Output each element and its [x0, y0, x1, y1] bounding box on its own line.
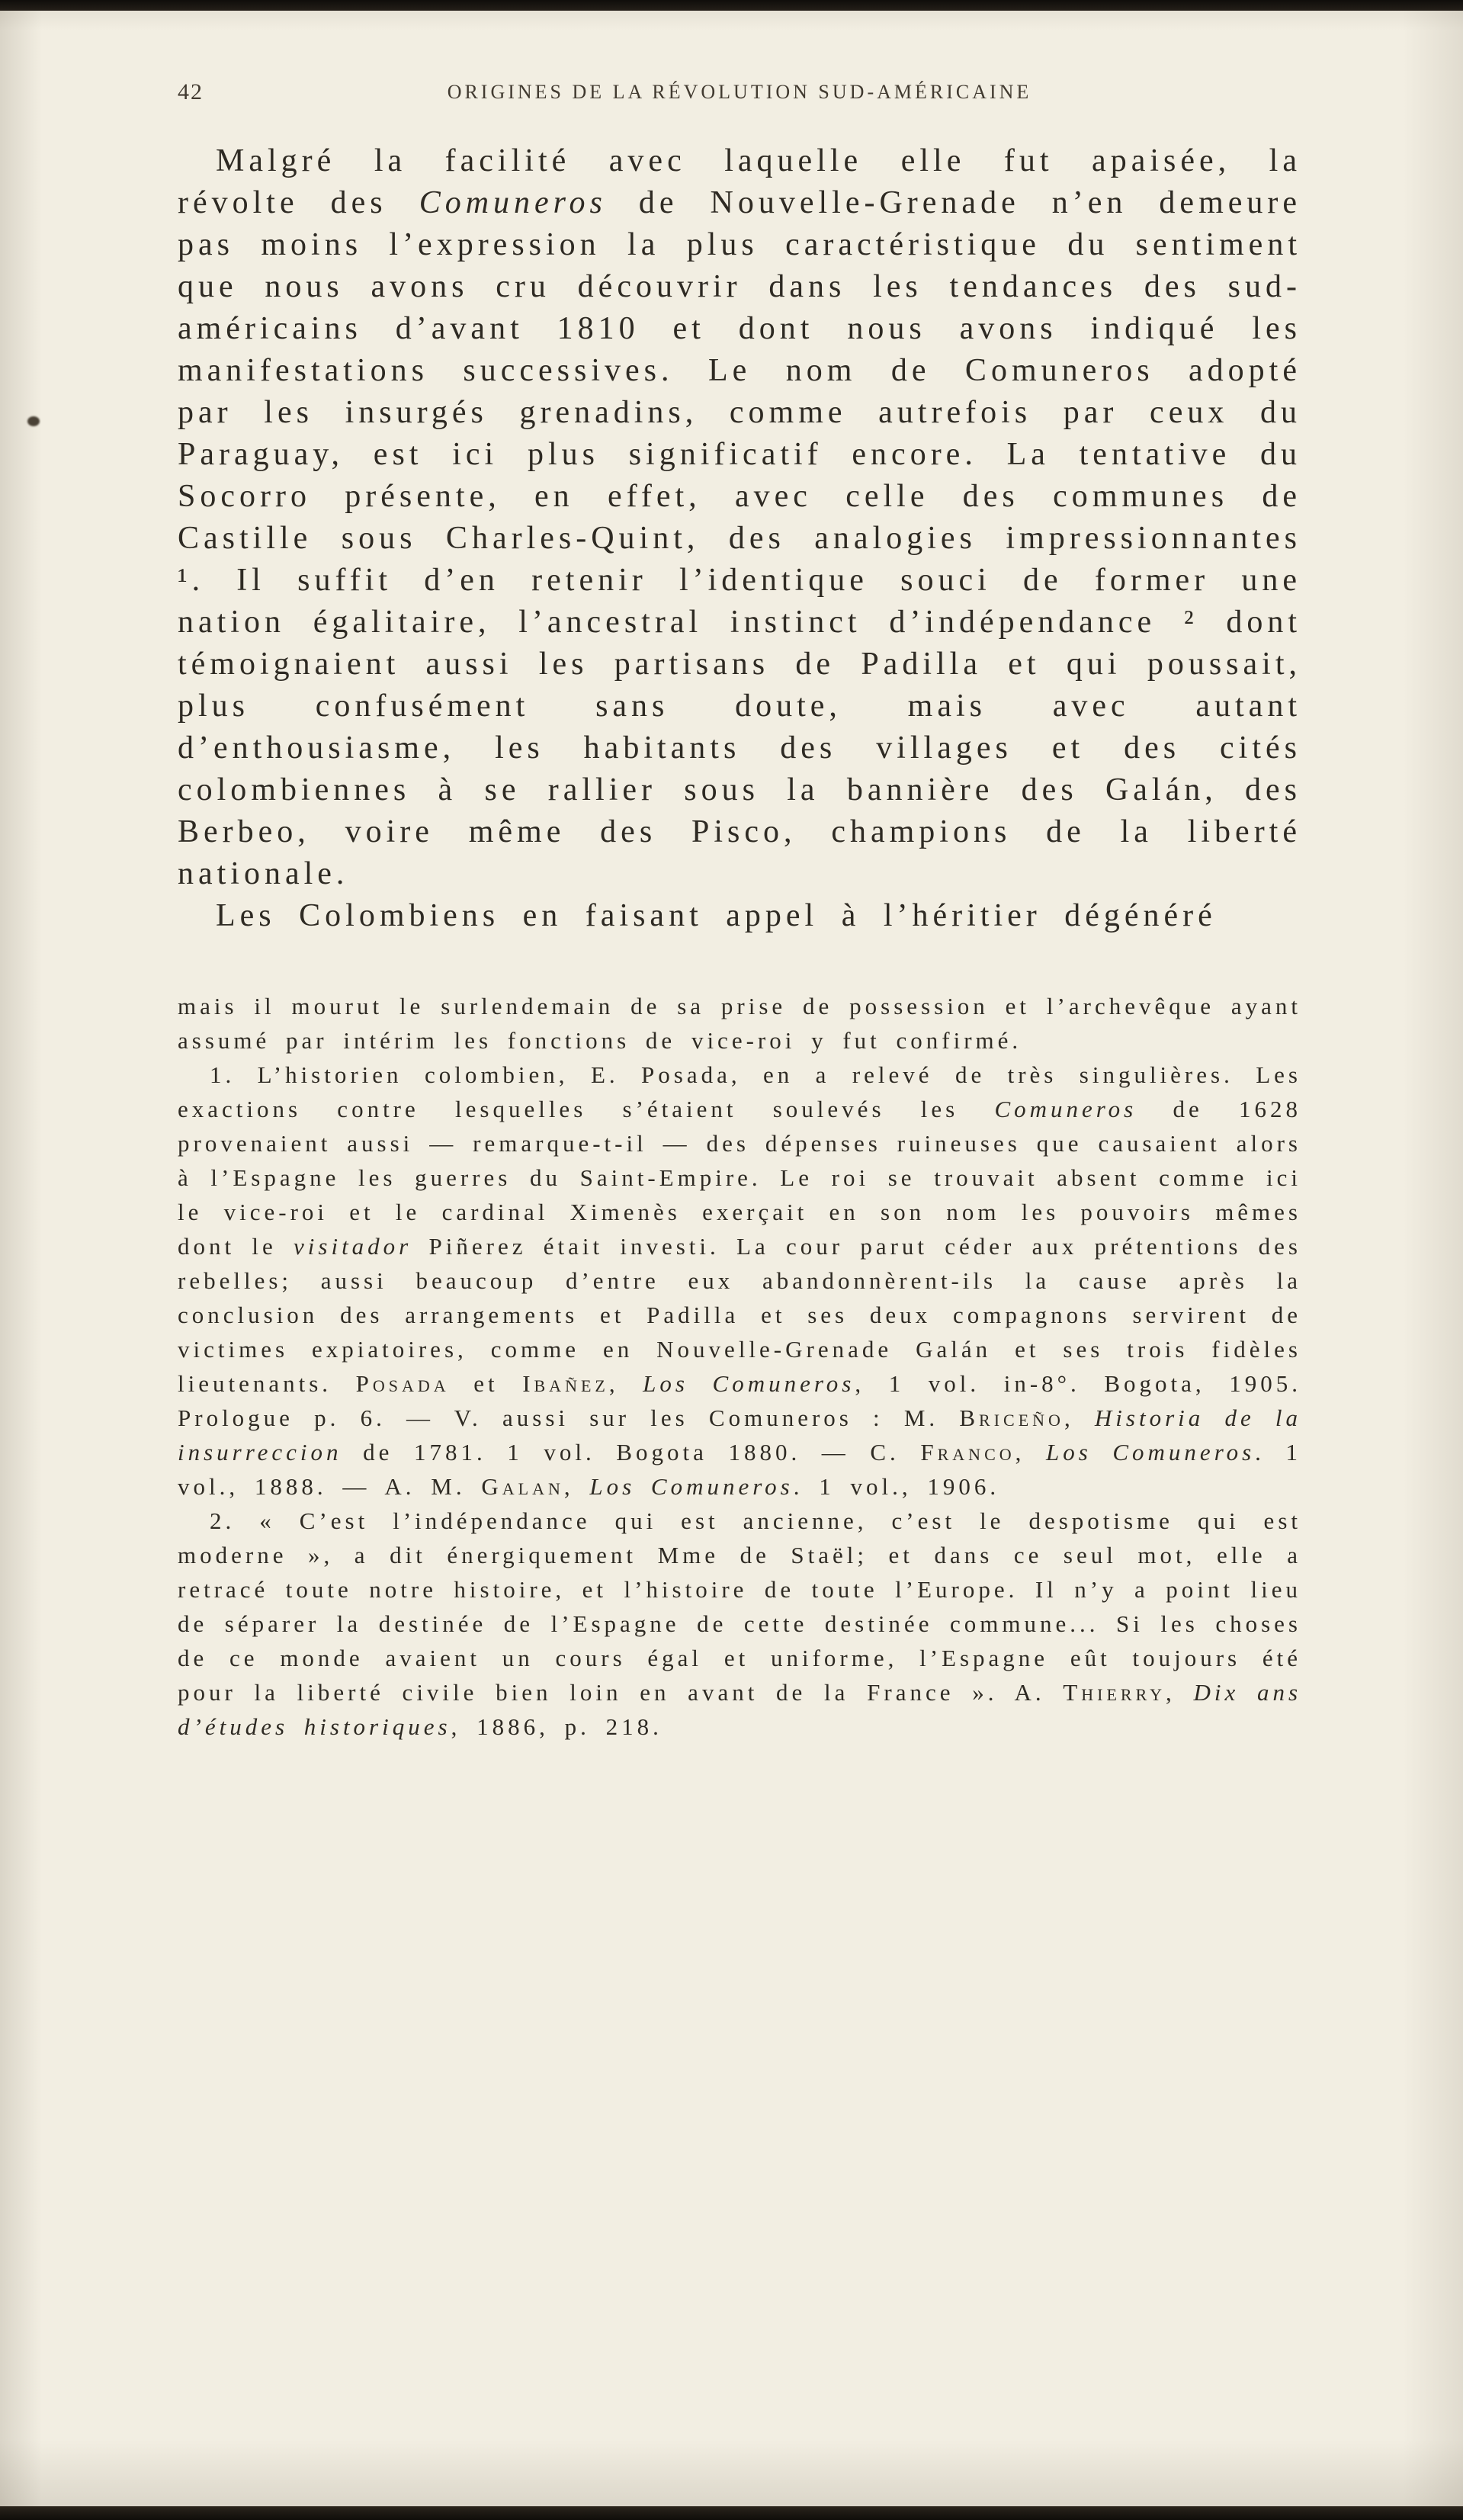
- footnote-2: 2. « C’est l’indépendance qui est ancienne, c’est le despotisme qui est moderne », a dit énergiquement Mme de Staël; et dans ce seul mot, elle a retracé toute notre histoire, et l’histoire de toute l’Europe. Il n’y a point lieu de séparer la destinée de l’Espagne de cette destinée commune... Si les choses de ce monde avaient un cours égal et uniforme, l’Espagne eût toujours été pour la liberté civile bien loin en avant de la France ». A. Thierry, Dix ans d’études historiques, 1886, p. 218.: [178, 1507, 1302, 1740]
- footnotes: [178, 989, 1301, 1744]
- scan-edge-top: [0, 0, 1463, 11]
- running-title: ORIGINES DE LA RÉVOLUTION SUD-AMÉRICAINE: [447, 81, 1032, 103]
- footnote-1: 1. L’historien colombien, E. Posada, en a relevé de très singulières. Les exactions contre lesquelles s’étaient soulevés les Comuneros de 1628 provenaient aussi — remarque-t-il — des dépenses ruineuses que causaient alors à l’Espagne les guerres du Saint-Empire. Le roi se trouvait absent comme ici le vice-roi et le cardinal Ximenès exerçait en son nom les pouvoirs mêmes dont le visitador Piñerez était investi. La cour parut céder aux prétentions des rebelles; aussi beaucoup d’entre eux abandonnèrent-ils la cause après la conclusion des arrangements et Padilla et ses deux compagnons servirent de victimes expiatoires, comme en Nouvelle-Grenade Galán et ses trois fidèles lieutenants. Posada et Ibañez, Los Comuneros, 1 vol. in-8°. Bogota, 1905. Prologue p. 6. — V. aussi sur les Comuneros : M. Briceño, Historia de la insurreccion de 1781. 1 vol. Bogota 1880. — C. Franco, Los Comuneros. 1 vol., 1888. — A. M. Galan, Los Comuneros. 1 vol., 1906.: [178, 1061, 1302, 1500]
- scan-edge-bottom: [0, 2506, 1463, 2520]
- page-content: [178, 78, 1301, 1744]
- body-paragraph: Malgré la facilité avec laquelle elle fut apaisée, la révolte des Comuneros de Nouvelle-Grenade n’en demeure pas moins l’expression la plus caractéristique du sentiment que nous avons cru découvrir dans les tendances des sud-américains d’avant 1810 et dont nous avons indiqué les manifestations successives. Le nom de Comuneros adopté par les insurgés grenadins, comme autrefois par ceux du Paraguay, est ici plus significatif encore. La tentative du Socorro présente, en effet, avec celle des communes de Castille sous Charles-Quint, des analogies impressionnantes ¹. Il suffit d’en retenir l’identique souci de former une nation égalitaire, l’ancestral instinct d’indépendance ² dont témoignaient aussi les partisans de Padilla et qui poussait, plus confusément sans doute, mais avec autant d’enthousiasme, les habitants des villages et des cités colombiennes à se rallier sous la bannière des Galán, des Berbeo, voire même des Pisco, champions de la liberté nationale.: [178, 143, 1302, 891]
- body-text: [178, 140, 1301, 937]
- footnote-continuation: mais il mourut le surlendemain de sa prise de possession et l’archevêque ayant assumé par intérim les fonctions de vice-roi y fut confirmé.: [178, 993, 1301, 1054]
- scan-speck: [27, 416, 40, 426]
- page-header: [178, 78, 1301, 107]
- body-paragraph: Les Colombiens en faisant appel à l’héritier dégénéré: [216, 898, 1217, 933]
- page-number: 42: [178, 79, 204, 104]
